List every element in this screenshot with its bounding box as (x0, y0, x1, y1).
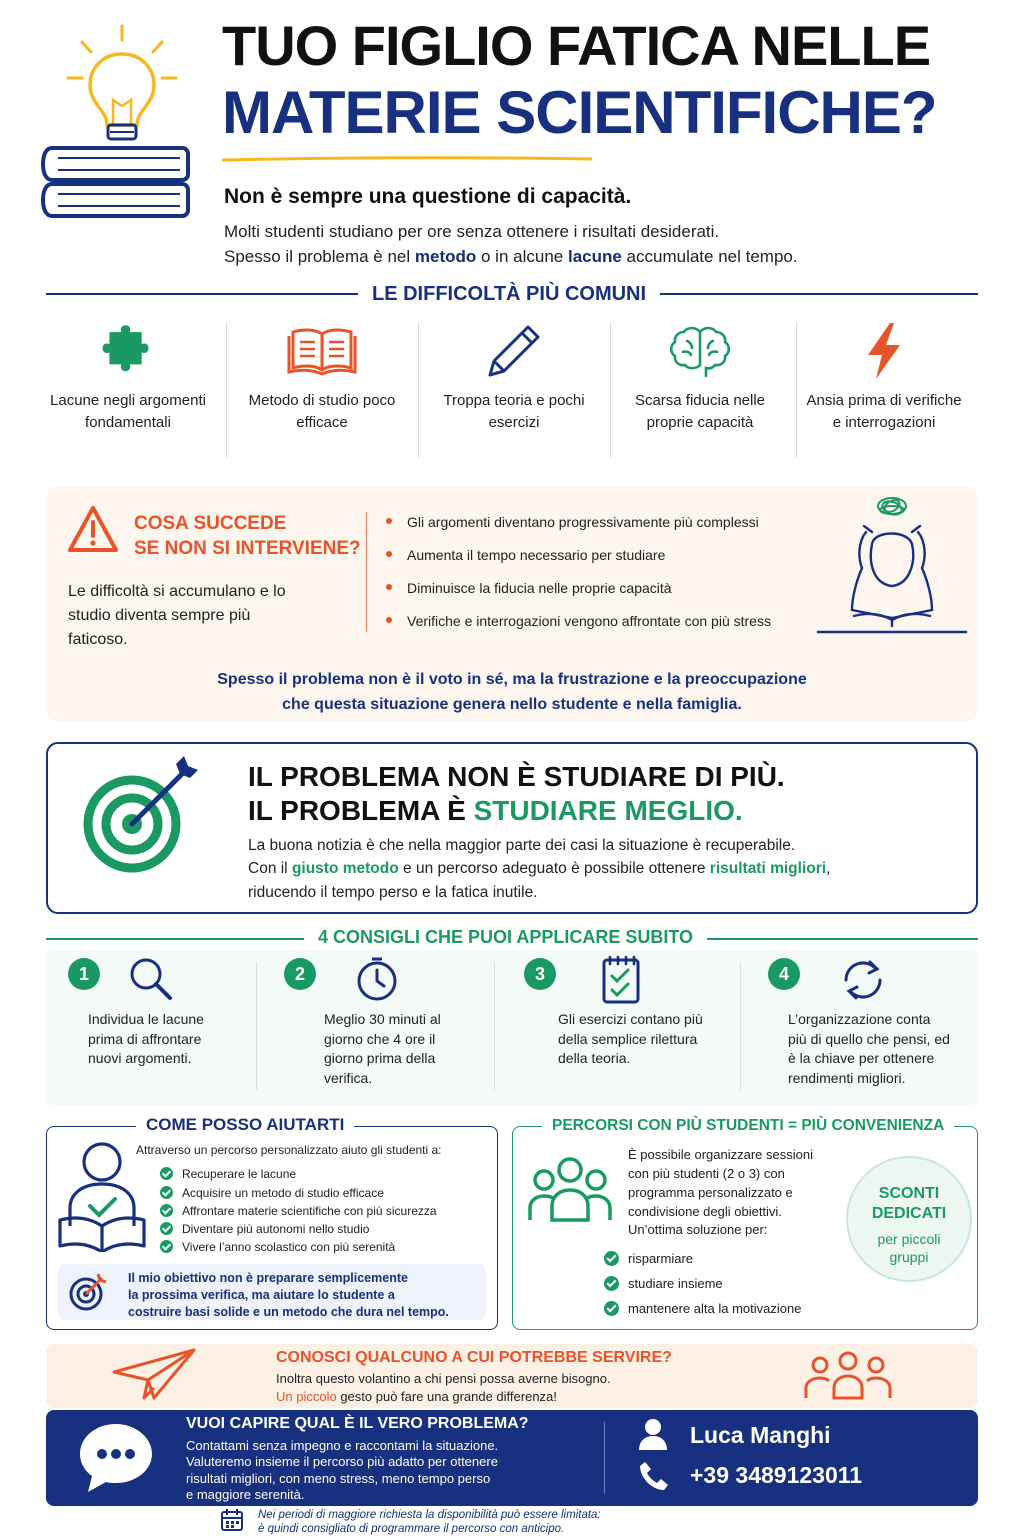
problem-text: La buona notizia è che nella maggior parte dei casi la situazione è recuperabile. Con il giusto metodo e un percorso adeguato è possibile ottenere risultati migliori, riducendo il tempo perso e la fatica inutile. (248, 837, 831, 901)
difficulty-item: Lacune negli argomenti fondamentali (32, 320, 224, 434)
contact-name: Luca Manghi (690, 1422, 831, 1448)
chat-bubble-icon (76, 1420, 156, 1496)
tip-number: 2 (284, 958, 316, 990)
paper-plane-icon (112, 1346, 198, 1404)
open-book-icon (287, 326, 357, 376)
consequence-bullet: Verifiche e interrogazioni vengono affrontate con più stress (386, 614, 771, 628)
contact-phone[interactable]: +39 3489123011 (690, 1462, 863, 1488)
subtitle: Non è sempre una questione di capacità. (224, 185, 632, 208)
consequence-bullet: Diminuisce la fiducia nelle proprie capacità (386, 581, 672, 595)
target-small-icon (68, 1272, 108, 1312)
lightbulb-books-icon (40, 22, 200, 222)
help-item: Recuperare le lacune (160, 1167, 296, 1180)
person-icon (638, 1418, 668, 1450)
phone-icon[interactable] (638, 1460, 670, 1492)
tip-number: 3 (524, 958, 556, 990)
difficulty-item: Troppa teoria e pochi esercizi (418, 320, 610, 434)
groups-item: studiare insieme (604, 1276, 723, 1291)
share-title: CONOSCI QUALCUNO A CUI POTREBBE SERVIRE? (276, 1349, 672, 1366)
share-text: Inoltra questo volantino a chi pensi possa averne bisogno. Un piccolo gesto può fare una grande differenza! (276, 1371, 611, 1405)
tip-number: 1 (68, 958, 100, 990)
goal-text: Il mio obiettivo non è preparare semplicemente la prossima verifica, ma aiutare lo studente a costruire basi solide e un metodo che dura nel tempo. (128, 1271, 449, 1319)
consequences-title: COSA SUCCEDE SE NON SI INTERVIENE? (134, 513, 361, 559)
magnifier-icon (128, 956, 174, 1002)
family-icon (800, 1350, 896, 1400)
student-reading-icon (56, 1140, 148, 1252)
footer-title: VUOI CAPIRE QUAL È IL VERO PROBLEMA? (186, 1415, 529, 1432)
calendar-icon (220, 1508, 244, 1532)
consequences-description: Le difficoltà si accumulano e lo studio diventa sempre più faticoso. (68, 583, 286, 648)
refresh-icon (840, 958, 886, 1002)
difficulties-title: LE DIFFICOLTÀ PIÙ COMUNI (358, 284, 660, 304)
groups-title: PERCORSI CON PIÙ STUDENTI = PIÙ CONVENIENZA (542, 1118, 954, 1134)
intro-text (224, 220, 798, 269)
groups-description: È possibile organizzare sessioni con più studenti (2 o 3) con programma personalizzato e condivisione degli obiettivi. Un’ottima soluzione per: (628, 1147, 813, 1238)
clock-icon (354, 956, 400, 1002)
tip-text: Individua le lacune prima di affrontare nuovi argomenti. (88, 1011, 204, 1067)
difficulty-item: Scarsa fiducia nelle proprie capacità (604, 320, 796, 434)
tip-text: Gli esercizi contano più della semplice rilettura della teoria. (558, 1011, 703, 1067)
problem-heading: IL PROBLEMA NON È STUDIARE DI PIÙ. IL PROBLEMA È STUDIARE MEGLIO. (248, 761, 785, 826)
tip-text: L’organizzazione conta più di quello che pensi, ed è la chiave per ottenere rendimenti migliori. (788, 1011, 950, 1086)
help-intro: Attraverso un percorso personalizzato aiuto gli studenti a: (136, 1143, 442, 1157)
checklist-icon (600, 954, 642, 1004)
tip-text: Meglio 30 minuti al giorno che 4 ore il giorno prima della verifica. (324, 1011, 441, 1086)
intro-line-1: Molti studenti studiano per ore senza ottenere i risultati desiderati. (224, 222, 720, 241)
consequence-bullet: Aumenta il tempo necessario per studiare (386, 548, 665, 562)
difficulty-item: Metodo di studio poco efficace (226, 320, 418, 434)
consequences-quote: Spesso il problema non è il voto in sé, ma la frustrazione e la preoccupazione che questa situazione genera nello studente e nella famiglia. (217, 671, 807, 713)
consequence-bullet: Gli argomenti diventano progressivamente più complessi (386, 515, 759, 529)
help-item: Affrontare materie scientifiche con più sicurezza (160, 1204, 437, 1217)
tips-title: 4 CONSIGLI CHE PUOI APPLICARE SUBITO (304, 928, 707, 946)
availability-note: Nei periodi di maggiore richiesta la disponibilità può essere limitata: è quindi consigliato di programmare il percorso con anticipo. (258, 1509, 601, 1536)
stressed-student-illustration (814, 492, 970, 642)
difficulty-item: Ansia prima di verifiche e interrogazioni (788, 320, 980, 434)
discount-badge: SCONTI DEDICATI per piccoli gruppi (846, 1156, 972, 1282)
pencil-icon (484, 321, 544, 381)
lightning-icon (862, 321, 906, 381)
help-item: Acquisire un metodo di studio efficace (160, 1186, 384, 1199)
footer-text: Contattami senza impegno e raccontami la situazione. Valuteremo insieme il percorso più adatto per ottenere risultati migliori, con meno stress, meno tempo perso e maggiore serenità. (186, 1438, 499, 1502)
tip-number: 4 (768, 958, 800, 990)
brain-icon (669, 325, 731, 377)
groups-item: mantenere alta la motivazione (604, 1301, 801, 1316)
group-people-icon (526, 1154, 614, 1226)
title-line-2: MATERIE SCIENTIFICHE? (222, 79, 937, 146)
warning-icon (66, 504, 120, 554)
title-line-1: TUO FIGLIO FATICA NELLE (222, 14, 931, 77)
help-item: Diventare più autonomi nello studio (160, 1222, 369, 1235)
groups-item: risparmiare (604, 1251, 693, 1266)
target-icon (80, 756, 200, 876)
intro-line-2: Spesso il problema è nel metodo o in alcune lacune accumulate nel tempo. (224, 246, 798, 266)
puzzle-icon (102, 321, 154, 381)
title-underline (222, 156, 592, 162)
help-title: COME POSSO AIUTARTI (136, 1116, 354, 1133)
help-item: Vivere l’anno scolastico con più serenità (160, 1240, 395, 1253)
